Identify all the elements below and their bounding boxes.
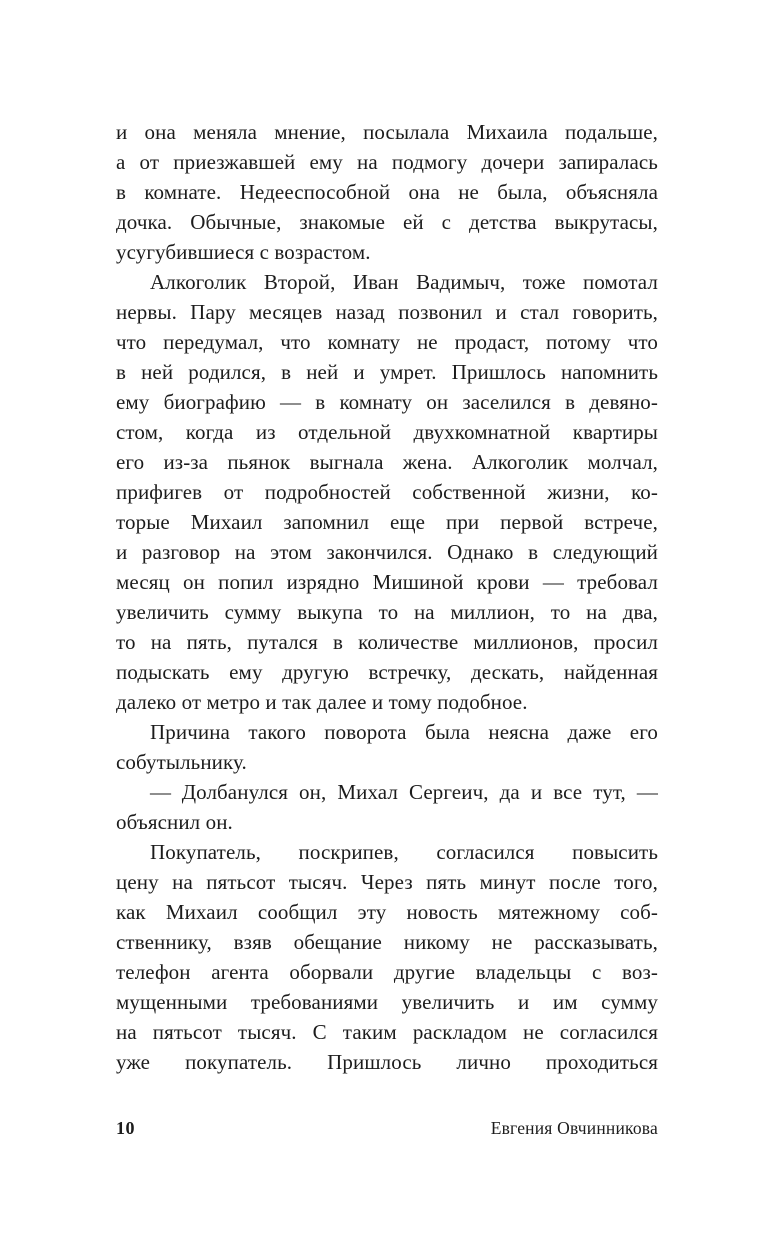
page-text (116, 117, 658, 1077)
text-line: объяснил он. (116, 810, 233, 834)
text-line: а от приезжавшей ему на подмогу дочери запиралась (116, 150, 658, 174)
text-line: то на пять, путался в количестве миллионов, просил (116, 630, 658, 654)
text-line: торые Михаил запомнил еще при первой встрече, (116, 510, 658, 534)
text-line: месяц он попил изрядно Мишиной крови — требовал (116, 570, 658, 594)
page-footer (116, 1118, 658, 1139)
text-line: подыскать ему другую встречку, дескать, найденная (116, 660, 658, 684)
text-line: Алкоголик Второй, Иван Вадимыч, тоже помотал (150, 270, 658, 294)
text-line: ственнику, взяв обещание никому не рассказывать, (116, 930, 658, 954)
paragraph (116, 777, 658, 837)
running-footer-author: Евгения Овчинникова (490, 1118, 658, 1138)
text-line: собутыльнику. (116, 750, 247, 774)
page-number: 10 (116, 1118, 135, 1138)
text-line: далеко от метро и так далее и тому подобное. (116, 690, 528, 714)
text-line: уже покупатель. Пришлось лично проходиться (116, 1050, 658, 1074)
paragraph (116, 267, 658, 717)
paragraph (116, 837, 658, 1077)
text-line: ему биографию — в комнату он заселился в девяно- (116, 390, 658, 414)
paragraph (116, 717, 658, 777)
text-line: дочка. Обычные, знакомые ей с детства выкрутасы, (116, 210, 658, 234)
text-line: как Михаил сообщил эту новость мятежному соб- (116, 900, 658, 924)
text-line: в ней родился, в ней и умрет. Пришлось напомнить (116, 360, 658, 384)
text-line: цену на пятьсот тысяч. Через пять минут после того, (116, 870, 658, 894)
text-line: стом, когда из отдельной двухкомнатной квартиры (116, 420, 658, 444)
text-line: на пятьсот тысяч. С таким раскладом не согласился (116, 1020, 658, 1044)
text-line: Покупатель, поскрипев, согласился повысить (150, 840, 658, 864)
text-line: — Долбанулся он, Михал Сергеич, да и все тут, — (150, 780, 658, 804)
text-line: прифигев от подробностей собственной жизни, ко- (116, 480, 658, 504)
text-line: и она меняла мнение, посылала Михаила подальше, (116, 120, 658, 144)
text-line: и разговор на этом закончился. Однако в следующий (116, 540, 658, 564)
text-line: его из-за пьянок выгнала жена. Алкоголик молчал, (116, 450, 658, 474)
text-line: Причина такого поворота была неясна даже его (150, 720, 658, 744)
text-line: увеличить сумму выкупа то на миллион, то на два, (116, 600, 658, 624)
text-line: усугубившиеся с возрастом. (116, 240, 371, 264)
text-line: мущенными требованиями увеличить и им сумму (116, 990, 658, 1014)
paragraph (116, 117, 658, 267)
text-line: что передумал, что комнату не продаст, потому что (116, 330, 658, 354)
text-line: нервы. Пару месяцев назад позвонил и стал говорить, (116, 300, 658, 324)
text-line: телефон агента оборвали другие владельцы с воз- (116, 960, 658, 984)
text-line: в комнате. Недееспособной она не была, объясняла (116, 180, 658, 204)
